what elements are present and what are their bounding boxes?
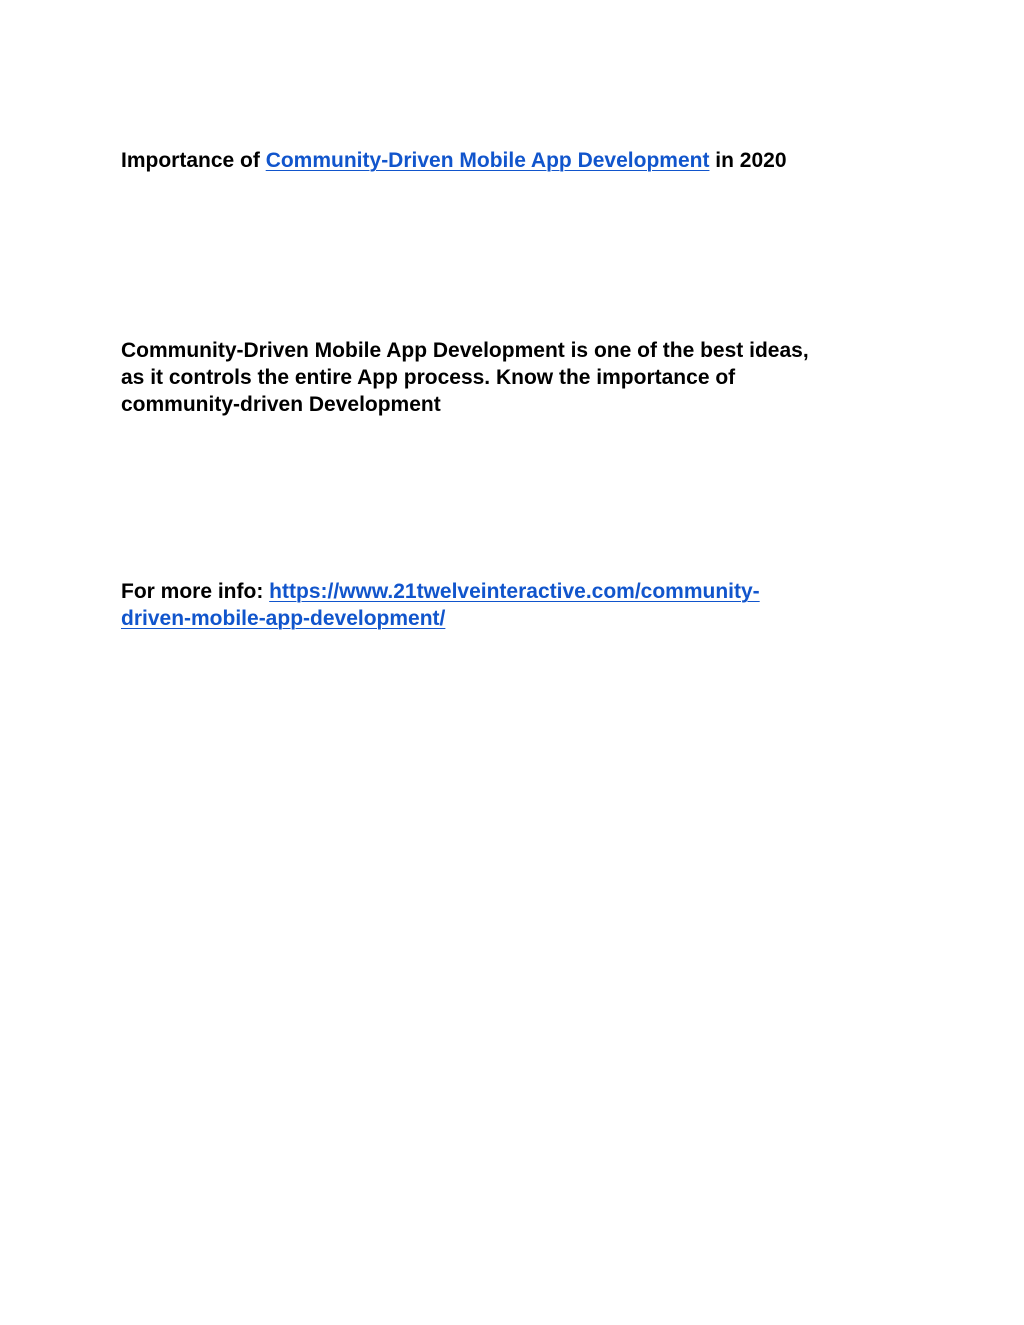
intro-line: Community-Driven Mobile App Development is one of the best ideas, [121,339,809,362]
more-info-label: For more info: [121,580,270,603]
more-info-line-1 [121,578,901,605]
intro-line: community-driven Development [121,393,441,416]
more-info-paragraph [121,578,901,632]
more-info-link-part-2[interactable]: driven-mobile-app-development/ [121,607,446,630]
intro-line: as it controls the entire App process. Know the importance of [121,366,736,389]
title-suffix: in 2020 [709,149,787,172]
title-link[interactable]: Community-Driven Mobile App Development [265,149,710,172]
title-prefix: Importance of [121,149,266,172]
more-info-link-part-1[interactable]: https://www.21twelveinteractive.com/community- [269,580,760,603]
more-info-line-2 [121,605,901,632]
intro-paragraph [121,337,901,418]
page-title [121,147,901,174]
